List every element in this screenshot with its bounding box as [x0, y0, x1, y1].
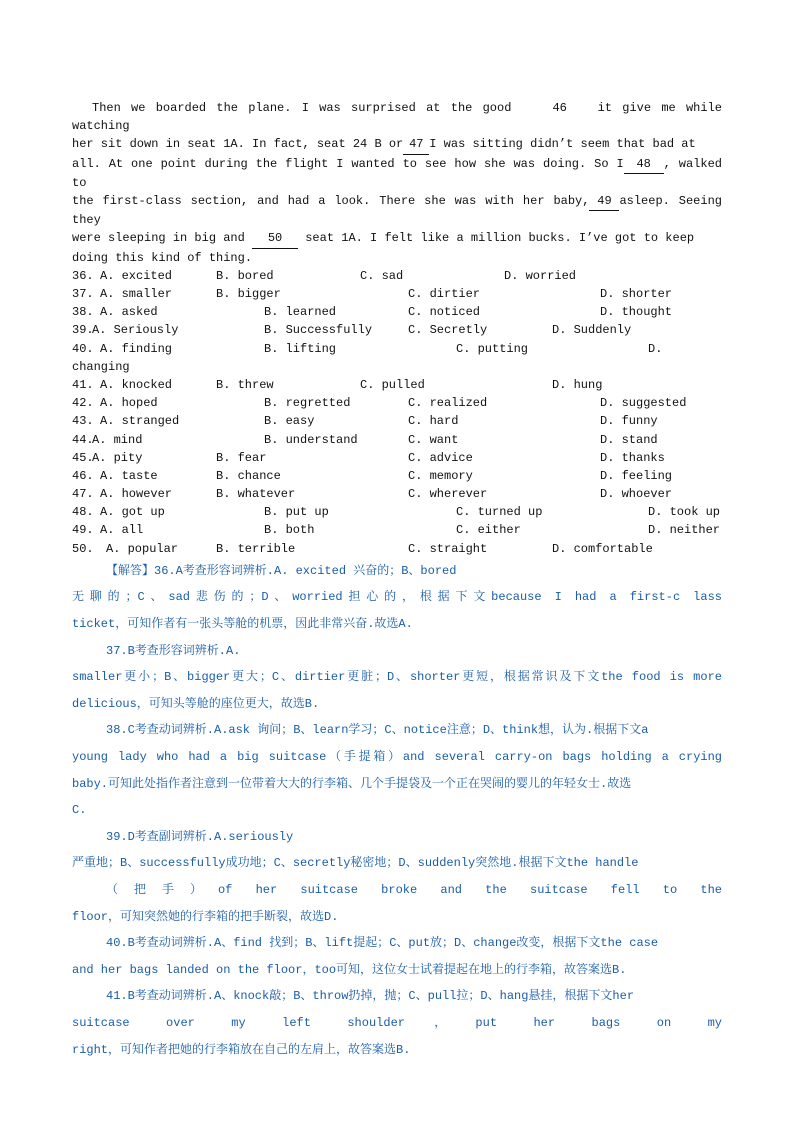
passage-line: her sit down in seat 1A. In fact, seat 24 B or 47 I was sitting didn’t seem that bad at — [72, 135, 722, 154]
question-row: 45. A. pity B. fear C. advice D. thanks — [72, 450, 665, 465]
question-row: 40. A. finding B. lifting C. putting D. — [72, 341, 663, 356]
explanation-line: （把手）of her suitcase broke and the suitcase fell to the — [106, 882, 722, 897]
question-row: changing — [72, 359, 130, 374]
question-row: 44. A. mind B. understand C. want D. stand — [72, 432, 658, 447]
question-row: 48. A. got up B. put up C. turned up D. took up — [72, 505, 721, 520]
explanation-line: smaller更小；B、bigger更大；C、dirtier更脏；D、shorter更短，根据常识及下文the food is more — [72, 670, 722, 685]
question-row: 50. A. popular B. terrible C. straight D. comfortable — [72, 541, 653, 556]
explanation-line: floor，可知突然她的行李箱的把手断裂，故选D. — [72, 909, 339, 924]
question-row: 43. A. stranged B. easy C. hard D. funny — [72, 414, 658, 429]
passage-line: all. At one point during the flight I wanted to see how she was doing. So I 48 , walked to — [72, 156, 723, 190]
question-row: 47. A. however B. whatever C. wherever D. whoever — [72, 487, 673, 502]
question-row: 36. A. excited B. bored C. sad D. worried — [72, 268, 577, 283]
explanation-line: suitcase over my left shoulder，put her bags on my — [72, 1015, 722, 1030]
passage-line: were sleeping in big and 50 seat 1A. I felt like a million bucks. I’ve got to keep — [72, 229, 722, 248]
explanation-line: 严重地；B、successfully成功地；C、secretly秘密地；D、suddenly突然地.根据下文the handle — [72, 856, 639, 871]
question-row: 42. A. hoped B. regretted C. realized D. suggested — [72, 396, 687, 411]
explanation-line: 38.C考查动词辨析.A.ask 询问；B、learn学习；C、notice注意；D、think想，认为.根据下文a — [106, 723, 649, 738]
question-row: 41. A. knocked B. threw C. pulled D. hung — [72, 377, 603, 392]
blank-48: 48 — [624, 155, 664, 174]
explanation-line: 37.B考查形容词辨析.A. — [106, 643, 241, 658]
question-row: 39. A. Seriously B. Successfully C. Secretly D. Suddenly — [72, 323, 632, 338]
document-page — [72, 99, 722, 1063]
explanation-line: ticket，可知作者有一张头等舱的机票，因此非常兴奋.故选A. — [72, 617, 413, 632]
explanation-line: young lady who had a big suitcase（手提箱）and several carry-on bags holding a crying — [72, 749, 722, 764]
question-row: 49. A. all B. both C. either D. neither — [72, 523, 721, 538]
explanation-line: 【解答】36.A考查形容词辨析.A. excited 兴奋的；B、bored — [106, 563, 457, 578]
explanation-line: and her bags landed on the floor，too可知，这位女士试着提起在地上的行李箱，故答案选B. — [72, 962, 627, 977]
explanation-line: 40.B考查动词辨析.A、find 找到；B、lift提起；C、put放；D、change改变，根据下文the case — [106, 936, 659, 951]
answer-explanations — [72, 558, 722, 1063]
explanation-line: 41.B考查动词辨析.A、knock敲；B、throw扔掉，抛；C、pull拉；D、hang悬挂，根据下文her — [106, 989, 635, 1004]
question-list — [72, 267, 722, 558]
explanation-line: C. — [72, 803, 87, 818]
explanation-line: baby.可知此处指作者注意到一位带着大大的行李箱、几个手提袋及一个正在哭闹的婴儿的年轻女士.故选 — [72, 776, 632, 791]
question-row: 46. A. taste B. chance C. memory D. feeling — [72, 468, 673, 483]
blank-49: 49 — [589, 192, 619, 211]
blank-50: 50 — [252, 229, 298, 248]
explanation-line: 39.D考查副词辨析.A.seriously — [106, 829, 294, 844]
explanation-line: 无聊的；C、sad悲伤的；D、worried担心的，根据下文because I had a first-c lass — [72, 590, 722, 605]
explanation-line: delicious，可知头等舱的座位更大，故选B. — [72, 696, 320, 711]
passage-line: doing this kind of thing. — [72, 250, 253, 265]
passage-line: the first-class section, and had a look. There she was with her baby, 49 asleep. Seeing they — [72, 194, 722, 228]
passage-line: Then we boarded the plane. I was surprised at the good 46 it give me while watching — [72, 101, 722, 134]
explanation-line: right，可知作者把她的行李箱放在自己的左肩上，故答案选B. — [72, 1042, 411, 1057]
question-row: 37. A. smaller B. bigger C. dirtier D. shorter — [72, 287, 673, 302]
blank-46: 46 — [552, 101, 567, 115]
question-row: 38. A. asked B. learned C. noticed D. thought — [72, 305, 673, 320]
cloze-passage — [72, 99, 722, 267]
blank-47: 47 — [403, 135, 429, 154]
